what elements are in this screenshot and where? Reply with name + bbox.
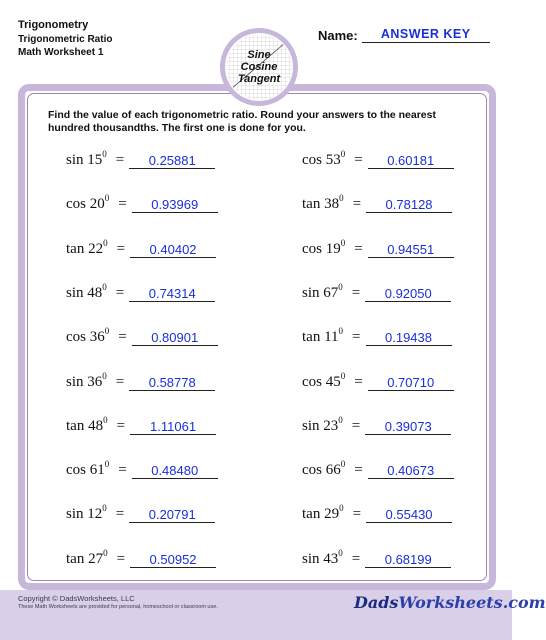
trig-function: tan: [66, 550, 85, 567]
angle-value: 23: [323, 417, 339, 434]
trig-function: tan: [302, 506, 321, 523]
trig-function: sin: [302, 550, 320, 567]
brand-logo-part1: Dads: [354, 593, 399, 612]
trig-function: sin: [302, 284, 320, 301]
equals-sign: =: [116, 240, 126, 257]
equals-sign: =: [118, 196, 127, 213]
problem-item: [66, 549, 216, 568]
answer-field[interactable]: 0.55430: [366, 507, 452, 523]
trig-logo: [220, 28, 298, 106]
worksheet-header: [18, 19, 112, 60]
equals-sign: =: [354, 152, 363, 168]
degree-mark: 0: [340, 459, 346, 470]
brand-logo[interactable]: [354, 593, 546, 612]
problem-expression: [66, 194, 109, 213]
equals-sign: =: [354, 240, 363, 257]
degree-mark: 0: [338, 414, 343, 425]
degree-mark: 0: [340, 149, 346, 159]
problem-expression: [302, 327, 343, 346]
trig-function: cos: [66, 196, 86, 213]
trig-function: cos: [302, 152, 322, 168]
angle-value: 29: [324, 506, 340, 523]
angle-value: 38: [324, 196, 340, 213]
trig-function: cos: [302, 373, 322, 390]
trig-function: cos: [302, 240, 322, 257]
problem-expression: [66, 372, 107, 391]
graph-paper-icon: [225, 33, 293, 101]
degree-mark: 0: [102, 281, 107, 292]
name-label: Name:: [318, 28, 358, 43]
worksheet-number: Math Worksheet 1: [18, 47, 104, 58]
problem-item: [66, 194, 218, 213]
degree-mark: 0: [339, 193, 344, 204]
problem-item: [302, 416, 451, 435]
problem-expression: [66, 504, 107, 523]
problem-expression: [66, 327, 109, 346]
equals-sign: =: [116, 417, 126, 434]
trig-function: sin: [66, 506, 84, 523]
answer-field[interactable]: 0.25881: [129, 153, 215, 169]
answer-field[interactable]: 0.70710: [368, 375, 454, 391]
angle-value: 66: [325, 462, 341, 479]
problem-expression: [66, 150, 107, 169]
problem-expression: [302, 372, 345, 391]
degree-mark: 0: [102, 503, 107, 514]
problem-item: [302, 372, 454, 391]
problem-item: [66, 150, 215, 169]
instructions: Find the value of each trigonometric ratio. Round your answers to the nearest hundred thousandths. The first one is done for you.: [48, 109, 436, 134]
degree-mark: 0: [104, 459, 110, 470]
answer-field[interactable]: 0.19438: [366, 330, 452, 346]
equals-sign: =: [118, 462, 127, 479]
answer-field[interactable]: 0.50952: [130, 552, 216, 568]
degree-mark: 0: [102, 149, 107, 159]
equals-sign: =: [116, 550, 126, 567]
answer-field[interactable]: 0.68199: [365, 552, 451, 568]
answer-field[interactable]: 0.74314: [129, 286, 215, 302]
angle-value: 27: [88, 550, 104, 567]
problem-expression: [66, 239, 108, 258]
angle-value: 15: [87, 152, 103, 168]
angle-value: 36: [89, 329, 105, 346]
angle-value: 43: [323, 550, 339, 567]
answer-field[interactable]: 0.78128: [366, 197, 452, 213]
trig-function: cos: [302, 462, 322, 479]
answer-field[interactable]: 0.39073: [365, 419, 451, 435]
degree-mark: 0: [338, 281, 343, 292]
angle-value: 53: [325, 152, 341, 168]
trig-function: sin: [302, 417, 320, 434]
problem-item: [66, 283, 215, 302]
equals-sign: =: [115, 152, 125, 168]
equals-sign: =: [118, 329, 127, 346]
name-field-row: [318, 27, 490, 43]
problem-item: [302, 504, 452, 523]
problem-item: [302, 327, 452, 346]
problem-item: [66, 327, 218, 346]
degree-mark: 0: [339, 503, 344, 514]
answer-field[interactable]: 0.58778: [129, 375, 215, 391]
logo-text-sine: Sine: [247, 49, 271, 61]
trig-function: cos: [66, 329, 86, 346]
problem-item: [302, 283, 451, 302]
degree-mark: 0: [103, 414, 108, 425]
equals-sign: =: [352, 196, 362, 213]
trig-function: sin: [66, 152, 84, 168]
copyright-text: Copyright © DadsWorksheets, LLC: [18, 594, 135, 603]
disclaimer-text: These Math Worksheets are provided for personal, homeschool or classroom use.: [18, 604, 218, 610]
problem-expression: [302, 460, 345, 479]
worksheet-subtitle: Trigonometric Ratio: [18, 33, 113, 45]
angle-value: 19: [325, 240, 341, 257]
angle-value: 20: [89, 196, 105, 213]
answer-field[interactable]: 1.11061: [130, 419, 216, 435]
angle-value: 12: [87, 506, 103, 523]
trig-function: cos: [66, 462, 86, 479]
degree-mark: 0: [338, 326, 344, 337]
problem-expression: [66, 416, 108, 435]
problem-expression: [66, 549, 108, 568]
degree-mark: 0: [102, 370, 107, 381]
problem-item: [302, 239, 454, 258]
logo-text-tangent: Tangent: [237, 73, 281, 85]
equals-sign: =: [115, 373, 125, 390]
trig-function: tan: [302, 329, 321, 346]
name-field[interactable]: ANSWER KEY: [362, 27, 490, 43]
equals-sign: =: [354, 462, 363, 479]
problem-item: [302, 150, 454, 169]
answer-field[interactable]: 0.60181: [368, 153, 454, 169]
trig-function: sin: [66, 373, 84, 390]
problem-item: [302, 460, 454, 479]
equals-sign: =: [115, 284, 125, 301]
equals-sign: =: [352, 329, 361, 346]
problem-item: [66, 504, 215, 523]
problem-expression: [302, 239, 345, 258]
degree-mark: 0: [340, 370, 346, 381]
problem-expression: [302, 416, 343, 435]
equals-sign: =: [354, 373, 363, 390]
problem-item: [66, 460, 218, 479]
equals-sign: =: [115, 506, 125, 523]
angle-value: 11: [324, 329, 339, 346]
problem-expression: [66, 283, 107, 302]
answer-field[interactable]: 0.48480: [132, 463, 218, 479]
problem-expression: [302, 504, 344, 523]
answer-field[interactable]: 0.94551: [368, 242, 454, 258]
trig-function: tan: [302, 196, 321, 213]
degree-mark: 0: [103, 547, 108, 558]
answer-field[interactable]: 0.40402: [130, 242, 216, 258]
degree-mark: 0: [104, 193, 110, 204]
problem-expression: [66, 460, 109, 479]
angle-value: 36: [87, 373, 103, 390]
problem-item: [302, 194, 452, 213]
angle-value: 48: [87, 284, 103, 301]
equals-sign: =: [352, 506, 362, 523]
answer-field[interactable]: 0.93969: [132, 197, 218, 213]
logo-text-cosine: Cosine: [240, 61, 278, 73]
problem-item: [66, 239, 216, 258]
degree-mark: 0: [103, 237, 108, 248]
answer-field[interactable]: 0.80901: [132, 330, 218, 346]
equals-sign: =: [351, 284, 361, 301]
brand-logo-part2: Worksheets.com: [398, 593, 546, 612]
trig-function: tan: [66, 417, 85, 434]
degree-mark: 0: [338, 547, 343, 558]
problem-item: [66, 372, 215, 391]
problem-item: [302, 549, 451, 568]
degree-mark: 0: [340, 237, 346, 248]
equals-sign: =: [351, 417, 361, 434]
problem-expression: [302, 194, 344, 213]
problem-item: [66, 416, 216, 435]
trig-function: sin: [66, 284, 84, 301]
worksheet-title: Trigonometry: [18, 19, 89, 31]
angle-value: 61: [89, 462, 105, 479]
equals-sign: =: [351, 550, 361, 567]
angle-value: 45: [325, 373, 341, 390]
answer-field[interactable]: 0.40673: [368, 463, 454, 479]
answer-field[interactable]: 0.92050: [365, 286, 451, 302]
answer-field[interactable]: 0.20791: [129, 507, 215, 523]
problem-expression: [302, 549, 343, 568]
angle-value: 22: [88, 240, 104, 257]
angle-value: 67: [323, 284, 339, 301]
problem-expression: [302, 283, 343, 302]
degree-mark: 0: [104, 326, 110, 337]
trig-function: tan: [66, 240, 85, 257]
problem-expression: [302, 150, 345, 169]
angle-value: 48: [88, 417, 104, 434]
